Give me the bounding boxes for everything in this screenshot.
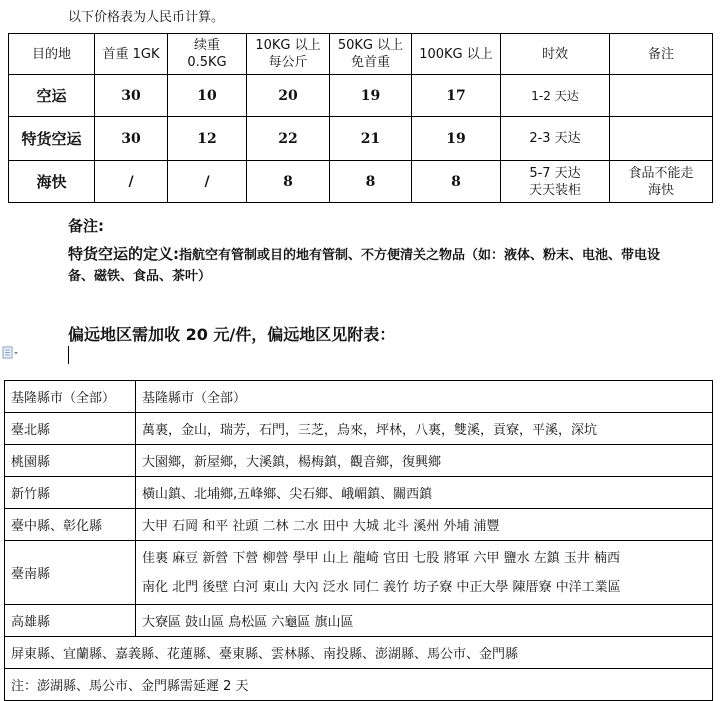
areas-line: 南化 北門 後壁 白河 東山 大內 泛水 同仁 義竹 坊子寮 中正大學 陳厝寮 中洋工業區 <box>142 579 621 595</box>
header-cell <box>95 34 168 75</box>
delivery-time-cell: 2-3 天达 <box>501 117 610 161</box>
header-text: 备注 <box>647 46 674 62</box>
document-options-icon[interactable] <box>2 346 20 360</box>
county-cell: 新竹縣 <box>5 477 136 509</box>
delivery-time-cell: 1-2 天达 <box>501 75 610 117</box>
header-text: 50KG 以上 <box>337 38 404 53</box>
delivery-time-cell <box>501 161 610 203</box>
region-full-row <box>5 637 713 669</box>
county-cell: 臺中縣、彰化縣 <box>5 509 136 541</box>
time-line: 5-7 天达 <box>529 165 581 181</box>
header-text: 目的地 <box>31 46 71 62</box>
region-row <box>5 445 713 477</box>
region-row <box>5 477 713 509</box>
region-row <box>5 381 713 413</box>
destination-cell: 特货空运 <box>9 117 95 161</box>
county-cell: 臺北縣 <box>5 413 136 445</box>
continued-weight-cell: 10 <box>168 75 247 117</box>
remote-area-table <box>4 380 713 701</box>
intro-text: 以下价格表为人民币计算。 <box>68 10 225 25</box>
price-row <box>9 75 713 117</box>
over-10kg-cell: 20 <box>247 75 330 117</box>
over-100kg-cell: 8 <box>412 161 501 203</box>
remark-line: 食品不能走 <box>628 165 694 181</box>
areas-cell: 基隆縣市（全部） <box>136 381 713 413</box>
areas-cell: 橫山鎮、北埔鄉,五峰鄉、尖石鄉、峨嵋鎮、關西鎮 <box>136 477 713 509</box>
header-cell <box>501 34 610 75</box>
county-cell: 桃園縣 <box>5 445 136 477</box>
remark-line: 海快 <box>647 182 674 198</box>
remark-cell <box>610 117 713 161</box>
price-table <box>8 33 713 203</box>
remote-surcharge-heading: 偏远地区需加收 20 元/件，偏远地区见附表： <box>68 325 396 344</box>
over-100kg-cell: 19 <box>412 117 501 161</box>
text-cursor <box>68 346 69 364</box>
header-text: 免首重 <box>350 55 390 70</box>
header-text: 续重 <box>193 38 220 53</box>
header-text: 时效 <box>541 46 568 62</box>
areas-cell: 萬裏，金山，瑞芳，石門，三芝，烏來，坪林，八裏，雙溪，貢寮，平溪，深坑 <box>136 413 713 445</box>
definition-text: 指航空有管制或目的地有管制、不方便清关之物品（如：液体、粉末、电池、带电设备、磁铁、食品、茶叶） <box>68 248 661 284</box>
continued-weight-cell: 12 <box>168 117 247 161</box>
header-cell <box>247 34 330 75</box>
over-10kg-cell: 8 <box>247 161 330 203</box>
continued-weight-cell: / <box>168 161 247 203</box>
over-50kg-cell: 21 <box>330 117 412 161</box>
header-cell <box>412 34 501 75</box>
delay-note-cell: 注：澎湖縣、馬公市、金門縣需延遲 2 天 <box>5 669 713 701</box>
region-full-row <box>5 669 713 701</box>
header-cell <box>610 34 713 75</box>
over-100kg-cell: 17 <box>412 75 501 117</box>
special-cargo-definition <box>68 244 668 287</box>
areas-cell: 大寮區 鼓山區 鳥松區 六龜區 旗山區 <box>136 605 713 637</box>
remark-cell <box>610 75 713 117</box>
region-row <box>5 605 713 637</box>
over-10kg-cell: 22 <box>247 117 330 161</box>
price-row <box>9 161 713 203</box>
notes-heading: 备注: <box>68 217 104 235</box>
destination-cell: 海快 <box>9 161 95 203</box>
remark-cell <box>610 161 713 203</box>
price-row <box>9 117 713 161</box>
definition-label: 特货空运的定义: <box>68 245 179 263</box>
county-cell: 高雄縣 <box>5 605 136 637</box>
header-cell <box>168 34 247 75</box>
header-text: 首重 1GK <box>102 46 160 62</box>
first-weight-cell: / <box>95 161 168 203</box>
price-header-row <box>9 34 713 75</box>
areas-cell: 大園鄉，新屋鄉，大溪鎮，楊梅鎮，觀音鄉，復興鄉 <box>136 445 713 477</box>
areas-line: 佳裏 麻豆 新營 下營 柳營 學甲 山上 龍崎 官田 七股 將軍 六甲 鹽水 左鎮 玉井 楠西 <box>142 550 620 566</box>
header-text: 10KG 以上 <box>255 38 321 53</box>
over-50kg-cell: 8 <box>330 161 412 203</box>
county-cell: 臺南縣 <box>5 541 136 605</box>
other-counties-cell: 屏東縣、宜蘭縣、嘉義縣、花蓮縣、臺東縣、雲林縣、南投縣、澎湖縣、馬公市、金門縣 <box>5 637 713 669</box>
areas-cell <box>136 541 713 605</box>
first-weight-cell: 30 <box>95 75 168 117</box>
areas-cell: 大甲 石岡 和平 社頭 二林 二水 田中 大城 北斗 溪州 外埔 浦豐 <box>136 509 713 541</box>
over-50kg-cell: 19 <box>330 75 412 117</box>
county-cell: 基隆縣市（全部） <box>5 381 136 413</box>
header-text: 100KG 以上 <box>419 46 493 62</box>
header-text: 每公斤 <box>268 55 308 70</box>
region-row <box>5 541 713 605</box>
region-row <box>5 509 713 541</box>
first-weight-cell: 30 <box>95 117 168 161</box>
header-cell <box>330 34 412 75</box>
header-text: 0.5KG <box>187 55 227 70</box>
destination-cell: 空运 <box>9 75 95 117</box>
region-row <box>5 413 713 445</box>
header-cell <box>9 34 95 75</box>
time-line: 天天装柜 <box>528 182 581 198</box>
